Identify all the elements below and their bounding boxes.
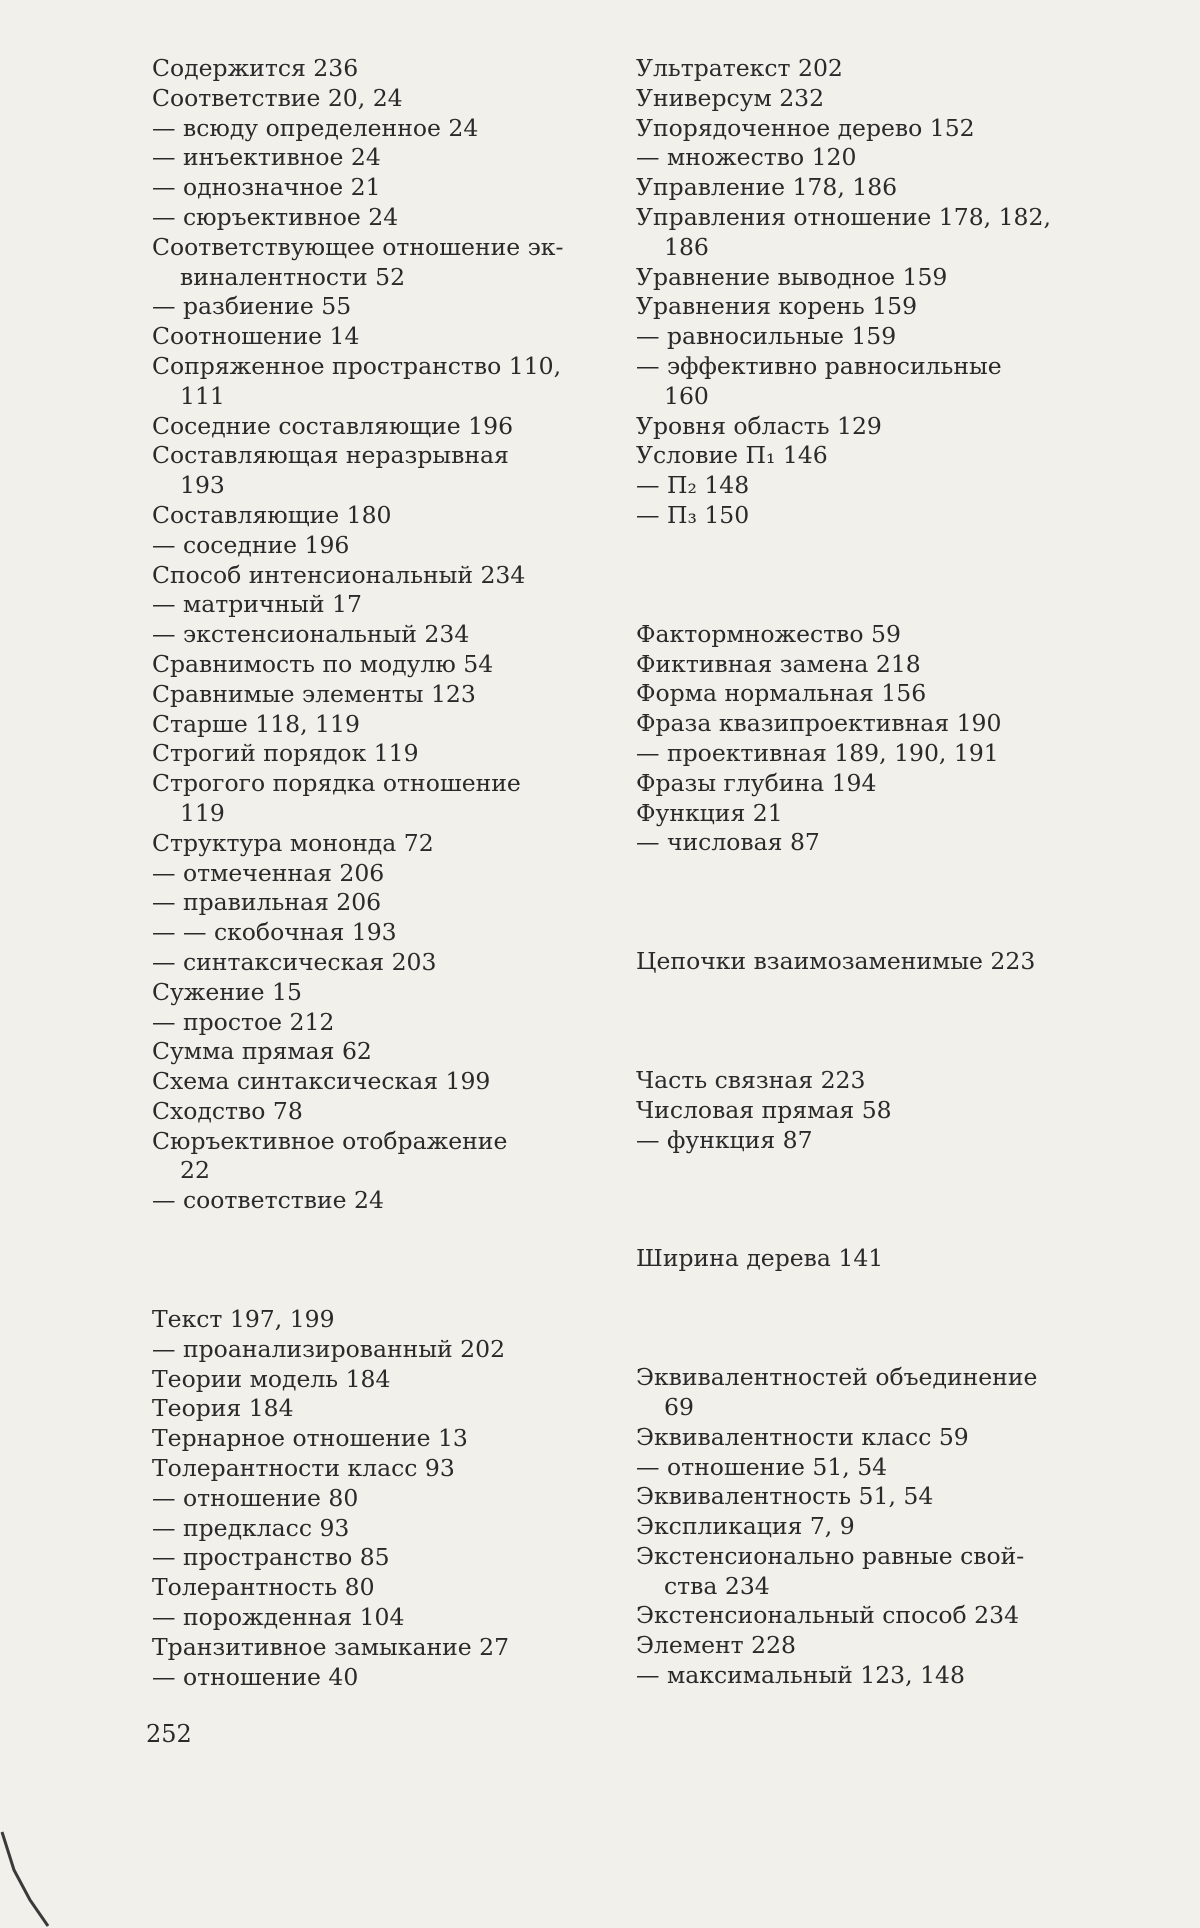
index-entry: — отношение 51, 54 — [636, 1452, 888, 1481]
index-entry: Форма нормальная 156 — [636, 679, 927, 708]
index-entry: Ультратекст 202 — [636, 54, 843, 82]
index-entry: — отношение 40 — [152, 1662, 359, 1691]
index-entry: — равносильные 159 — [636, 322, 897, 351]
index-entry: Теория 184 — [152, 1394, 294, 1423]
index-entry: Сужение 15 — [152, 977, 302, 1006]
index-entry: Фразы глубина 194 — [636, 768, 877, 797]
letter-group-gap — [152, 1216, 592, 1305]
index-entry: Часть связная 223 — [636, 1065, 866, 1094]
index-entry-continuation: 111 — [180, 381, 225, 410]
index-entry: Универсум 232 — [636, 83, 825, 112]
index-entry: — соответствие 24 — [152, 1186, 384, 1215]
index-entry: — проективная 189, 190, 191 — [636, 738, 999, 767]
index-entry: — экстенсиональный 234 — [152, 620, 470, 649]
index-entry: Сравнимость по модулю 54 — [152, 649, 494, 678]
index-entry-continuation: ства 234 — [664, 1571, 770, 1600]
index-entry: Экспликация 7, 9 — [636, 1512, 855, 1541]
index-entry: — — скобочная 193 — [152, 918, 397, 947]
index-entry: Сумма прямая 62 — [152, 1037, 372, 1066]
index-entry: Цепочки взаимозаменимые 223 — [636, 947, 1036, 976]
letter-group-gap — [636, 1155, 1086, 1244]
index-entry: — эффективно равносильные — [636, 351, 1002, 380]
index-entry: Управление 178, 186 — [636, 173, 898, 202]
index-entry: Упорядоченное дерево 152 — [636, 113, 975, 142]
index-entry: — простое 212 — [152, 1007, 335, 1036]
index-entry: — разбиение 55 — [152, 292, 352, 321]
index-entry: Текст 197, 199 — [152, 1305, 335, 1334]
index-left-column — [152, 54, 592, 1692]
index-entry: Условие П₁ 146 — [636, 441, 828, 470]
index-entry: Толерантности класс 93 — [152, 1454, 455, 1483]
index-entry-continuation: 22 — [180, 1156, 210, 1185]
index-entry: Фиктивная замена 218 — [636, 649, 921, 678]
index-entry: Строгий порядок 119 — [152, 739, 419, 768]
index-entry: Числовая прямая 58 — [636, 1095, 892, 1124]
index-entry: — отношение 80 — [152, 1483, 359, 1512]
index-entry: Тернарное отношение 13 — [152, 1424, 468, 1453]
index-entry: Соседние составляющие 196 — [152, 411, 514, 440]
index-entry-continuation: 186 — [664, 232, 709, 261]
index-entry: Теории модель 184 — [152, 1364, 391, 1393]
letter-group-gap — [636, 977, 1086, 1066]
index-entry: Сравнимые элементы 123 — [152, 679, 476, 708]
index-entry: Эквивалентностей объединение — [636, 1363, 1038, 1392]
index-entry: — матричный 17 — [152, 590, 362, 619]
index-entry: — правильная 206 — [152, 888, 382, 917]
index-entry: — сюръективное 24 — [152, 202, 399, 231]
index-entry: — предкласс 93 — [152, 1513, 350, 1542]
index-entry: — порожденная 104 — [152, 1603, 405, 1632]
index-entry: — функция 87 — [636, 1125, 813, 1154]
letter-group-gap — [636, 531, 1086, 620]
index-entry: Уровня область 129 — [636, 411, 882, 440]
index-entry: Схема синтаксическая 199 — [152, 1067, 491, 1096]
index-entry: Способ интенсиональный 234 — [152, 560, 526, 589]
index-entry: Сходство 78 — [152, 1096, 303, 1125]
index-entry: — числовая 87 — [636, 828, 820, 857]
index-entry: Содержится 236 — [152, 54, 359, 82]
index-entry: — проанализированный 202 — [152, 1334, 506, 1363]
index-entry: Соотношение 14 — [152, 322, 360, 351]
index-entry: — П₃ 150 — [636, 500, 750, 529]
index-entry: Составляющая неразрывная — [152, 441, 509, 470]
index-entry-continuation: 69 — [664, 1392, 694, 1421]
index-entry: Ширина дерева 141 — [636, 1244, 884, 1273]
index-entry: — максимальный 123, 148 — [636, 1661, 965, 1690]
index-entry: Фактормножество 59 — [636, 619, 901, 648]
index-entry: — синтаксическая 203 — [152, 947, 437, 976]
index-entry: Экстенсиональный способ 234 — [636, 1601, 1020, 1630]
index-entry: Уравнения корень 159 — [636, 292, 918, 321]
index-entry-continuation: 119 — [180, 798, 225, 827]
index-entry: Управления отношение 178, 182, — [636, 202, 1051, 231]
index-entry: Транзитивное замыкание 27 — [152, 1632, 510, 1661]
index-entry: Строгого порядка отношение — [152, 769, 521, 798]
index-entry: Эквивалентности класс 59 — [636, 1422, 969, 1451]
index-entry: Сюръективное отображение — [152, 1126, 508, 1155]
index-entry: Толерантность 80 — [152, 1573, 375, 1602]
index-entry: — инъективное 24 — [152, 143, 381, 172]
scan-edge-mark — [0, 1830, 60, 1928]
index-entry-continuation: виналентности 52 — [180, 262, 406, 291]
letter-group-gap — [636, 1274, 1086, 1363]
index-entry: — отмеченная 206 — [152, 858, 385, 887]
index-entry: Структура мононда 72 — [152, 828, 434, 857]
index-entry: Функция 21 — [636, 798, 783, 827]
index-entry: Соответствие 20, 24 — [152, 83, 403, 112]
index-entry: — всюду определенное 24 — [152, 113, 479, 142]
index-entry: — множество 120 — [636, 143, 857, 172]
index-entry: Элемент 228 — [636, 1631, 796, 1660]
index-right-column — [636, 54, 1086, 1691]
page-number: 252 — [146, 1720, 192, 1748]
index-entry: Экстенсионально равные свой- — [636, 1541, 1025, 1570]
index-entry: — П₂ 148 — [636, 471, 750, 500]
index-entry: — пространство 85 — [152, 1543, 390, 1572]
index-entry: — соседние 196 — [152, 530, 350, 559]
index-entry: Фраза квазипроективная 190 — [636, 709, 1002, 738]
index-entry: Составляющие 180 — [152, 500, 392, 529]
index-entry-continuation: 193 — [180, 471, 225, 500]
index-entry: — однозначное 21 — [152, 173, 381, 202]
index-entry: Старше 118, 119 — [152, 709, 360, 738]
index-entry: Уравнение выводное 159 — [636, 262, 948, 291]
index-entry: Сопряженное пространство 110, — [152, 351, 562, 380]
index-entry-continuation: 160 — [664, 381, 709, 410]
index-entry: Эквивалентность 51, 54 — [636, 1482, 934, 1511]
index-entry: Соответствующее отношение эк- — [152, 232, 564, 261]
letter-group-gap — [636, 858, 1086, 947]
